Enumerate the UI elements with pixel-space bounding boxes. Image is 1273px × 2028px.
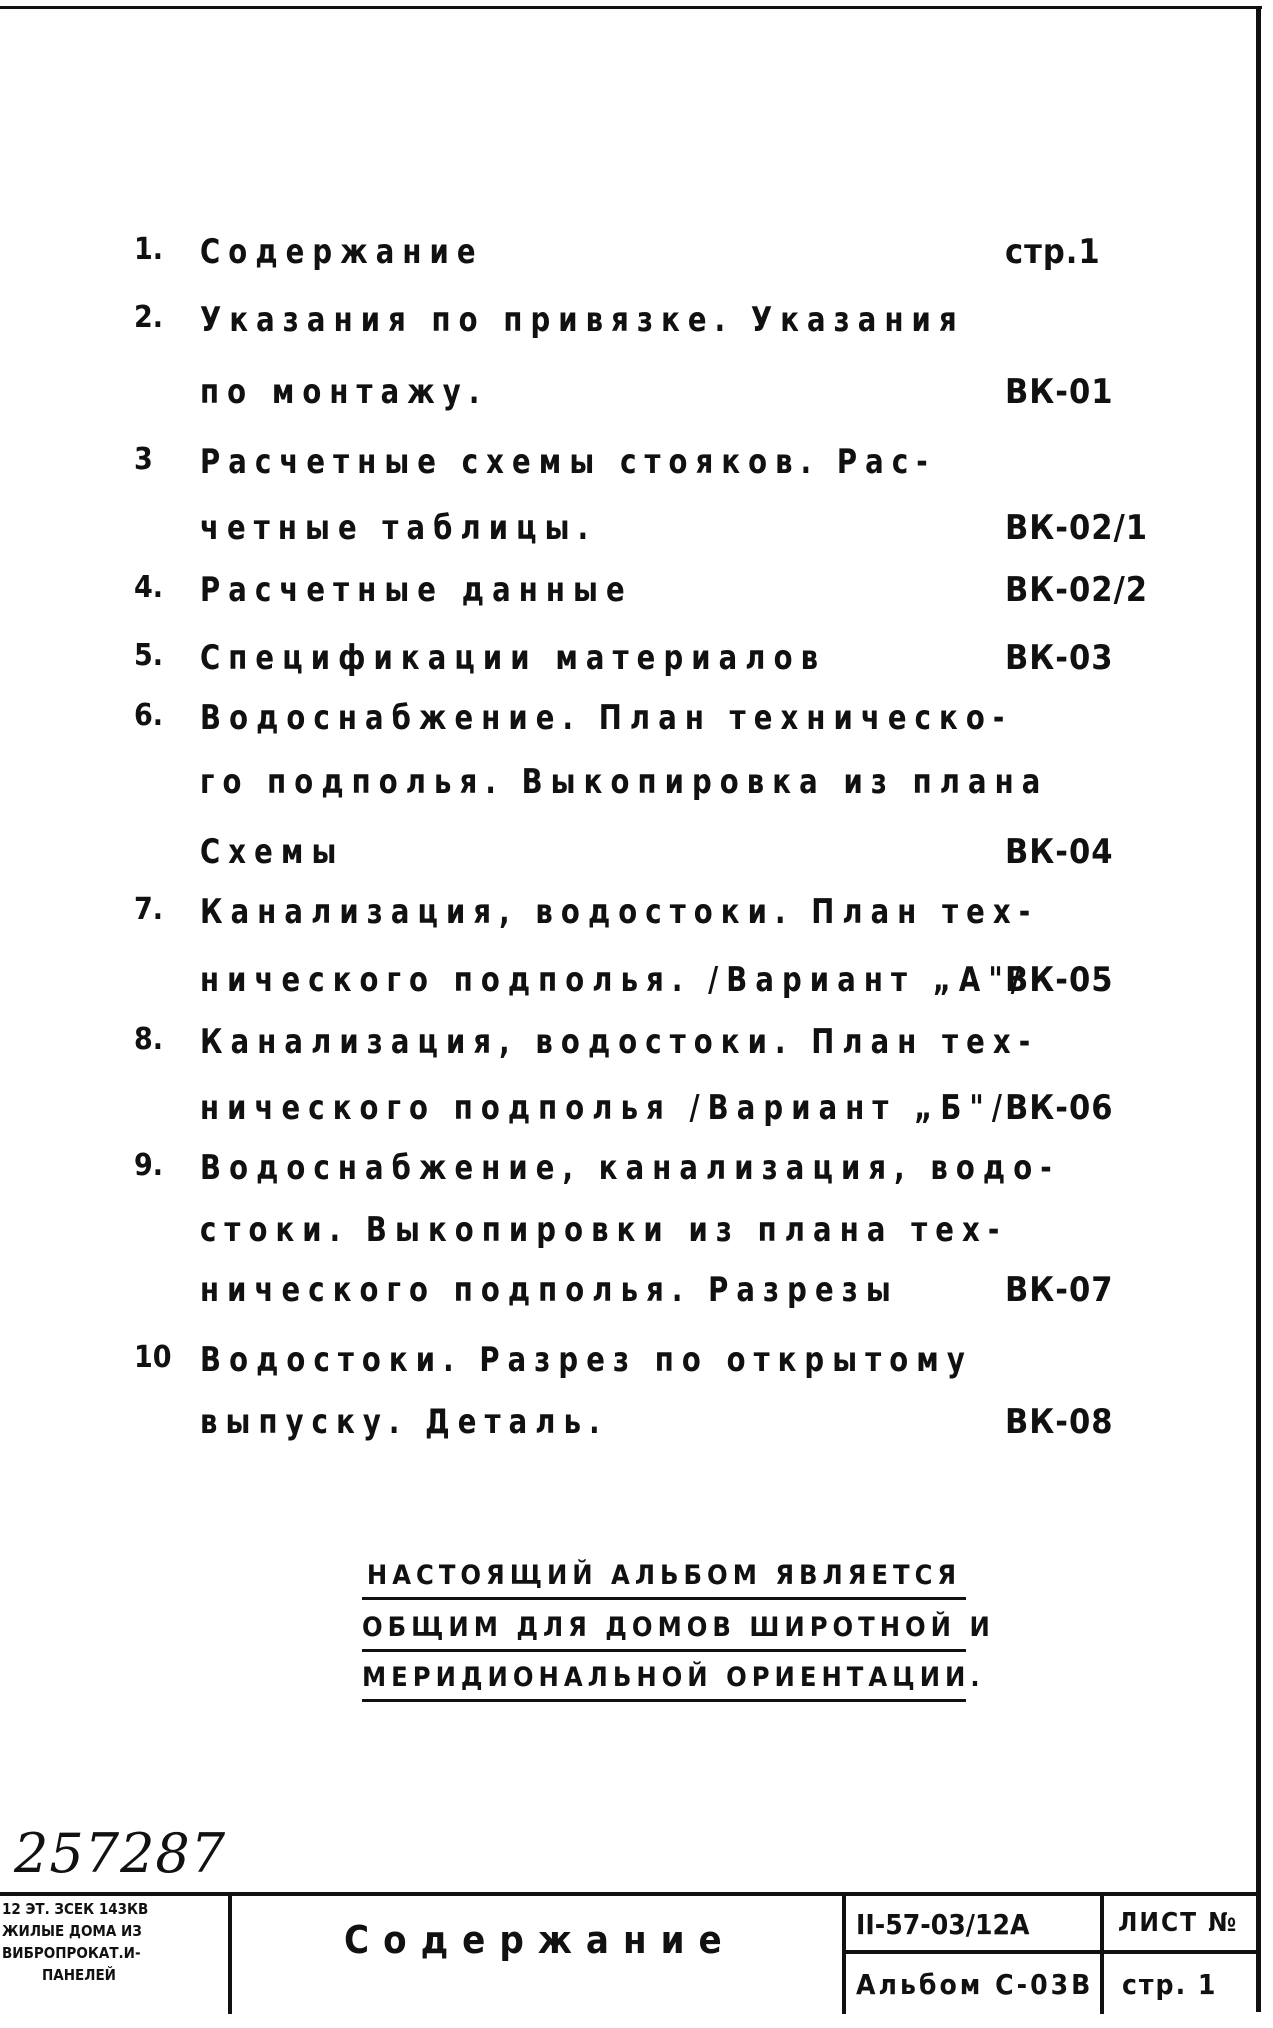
toc-line — [0, 960, 1273, 1016]
handwritten-inventory-number: 257287 — [14, 1822, 227, 1885]
album-code: Альбом С-03В — [856, 1968, 1094, 2001]
album-note-line: НАСТОЯЩИЙ АЛЬБОМ ЯВЛЯЕТСЯ — [362, 1560, 966, 1600]
toc-line — [0, 1022, 1273, 1078]
toc-line — [0, 232, 1273, 288]
toc-line — [0, 570, 1273, 626]
toc-text: Спецификации материалов — [200, 638, 827, 678]
toc-line — [0, 1210, 1273, 1266]
toc-text: Водоснабжение, канализация, водо- — [200, 1148, 1060, 1188]
toc-number: 5. — [134, 638, 164, 673]
toc-text: Расчетные данные — [200, 570, 633, 610]
toc-sheet-code: ВК-04 — [1005, 832, 1114, 872]
title-block — [0, 1892, 1259, 2014]
frame-border-top — [0, 6, 1262, 9]
toc-sheet-code: ВК-02/1 — [1005, 508, 1149, 548]
toc-sheet-code: ВК-02/2 — [1005, 570, 1149, 610]
page-number: стр. 1 — [1122, 1968, 1218, 2001]
toc-line — [0, 1088, 1273, 1144]
toc-text: нического подполья. Разрезы — [200, 1270, 899, 1310]
toc-sheet-code: ВК-01 — [1005, 372, 1114, 412]
album-note-line: ОБЩИМ ДЛЯ ДОМОВ ШИРОТНОЙ И — [362, 1612, 966, 1652]
toc-sheet-code: ВК-03 — [1005, 638, 1114, 678]
toc-text: выпуску. Деталь. — [200, 1402, 608, 1442]
toc-line — [0, 372, 1273, 428]
toc-line — [0, 300, 1273, 356]
toc-text: нического подполья /Вариант „Б"/ — [200, 1088, 1011, 1128]
toc-sheet-code: ВК-05 — [1005, 960, 1114, 1000]
sheet-title: Содержание — [344, 1918, 736, 1962]
toc-text: четные таблицы. — [200, 508, 597, 548]
toc-line — [0, 1402, 1273, 1458]
series-line: ПАНЕЛЕЙ — [42, 1966, 116, 1984]
toc-number: 2. — [134, 300, 164, 335]
toc-line — [0, 508, 1273, 564]
toc-text: Канализация, водостоки. План тех- — [200, 1022, 1039, 1062]
toc-number: 9. — [134, 1148, 164, 1183]
series-line: ВИБРОПРОКАТ.И- — [2, 1944, 141, 1962]
series-line: ЖИЛЫЕ ДОМА ИЗ — [2, 1922, 142, 1940]
toc-text: Водостоки. Разрез по открытому — [200, 1340, 973, 1380]
title-block-code — [846, 1896, 1104, 2014]
album-note-line: МЕРИДИОНАЛЬНОЙ ОРИЕНТАЦИИ. — [362, 1662, 966, 1702]
toc-number: 6. — [134, 698, 164, 733]
toc-text: Расчетные схемы стояков. Рас- — [200, 442, 936, 482]
title-block-series — [0, 1896, 232, 2014]
toc-text: го подполья. Выкопировка из плана — [200, 762, 1049, 802]
toc-line — [0, 1270, 1273, 1326]
toc-text: Указания по привязке. Указания — [200, 300, 965, 340]
toc-sheet-code: ВК-07 — [1005, 1270, 1114, 1310]
series-line: 12 ЭТ. ЗСЕК 143КВ — [2, 1900, 149, 1918]
toc-text: Канализация, водостоки. План тех- — [200, 892, 1039, 932]
toc-text: по монтажу. — [200, 372, 488, 412]
toc-sheet-code: ВК-06 — [1005, 1088, 1114, 1128]
toc-number: 8. — [134, 1022, 164, 1057]
toc-line — [0, 1340, 1273, 1396]
toc-number: 4. — [134, 570, 164, 605]
toc-number: 3 — [134, 442, 153, 477]
toc-line — [0, 892, 1273, 948]
toc-text: нического подполья. /Вариант „А"/ — [200, 960, 1029, 1000]
toc-number: 7. — [134, 892, 164, 927]
sheet-number-label: ЛИСТ № — [1104, 1896, 1259, 1954]
toc-number: 10 — [134, 1340, 172, 1375]
title-block-title — [232, 1896, 846, 2014]
toc-sheet-code: стр.1 — [1005, 232, 1101, 272]
document-code: II-57-03/12А — [846, 1896, 1104, 1954]
toc-line — [0, 638, 1273, 694]
toc-line — [0, 442, 1273, 498]
toc-text: Водоснабжение. План техническо- — [200, 698, 1013, 738]
toc-line — [0, 762, 1273, 818]
toc-number: 1. — [134, 232, 164, 267]
toc-text: стоки. Выкопировки из плана тех- — [200, 1210, 1008, 1250]
toc-line — [0, 698, 1273, 754]
toc-text: Схемы — [200, 832, 345, 872]
toc-line — [0, 1148, 1273, 1204]
toc-text: Содержание — [200, 232, 484, 272]
toc-line — [0, 832, 1273, 888]
toc-sheet-code: ВК-08 — [1005, 1402, 1114, 1442]
title-block-sheet — [1104, 1896, 1259, 2014]
